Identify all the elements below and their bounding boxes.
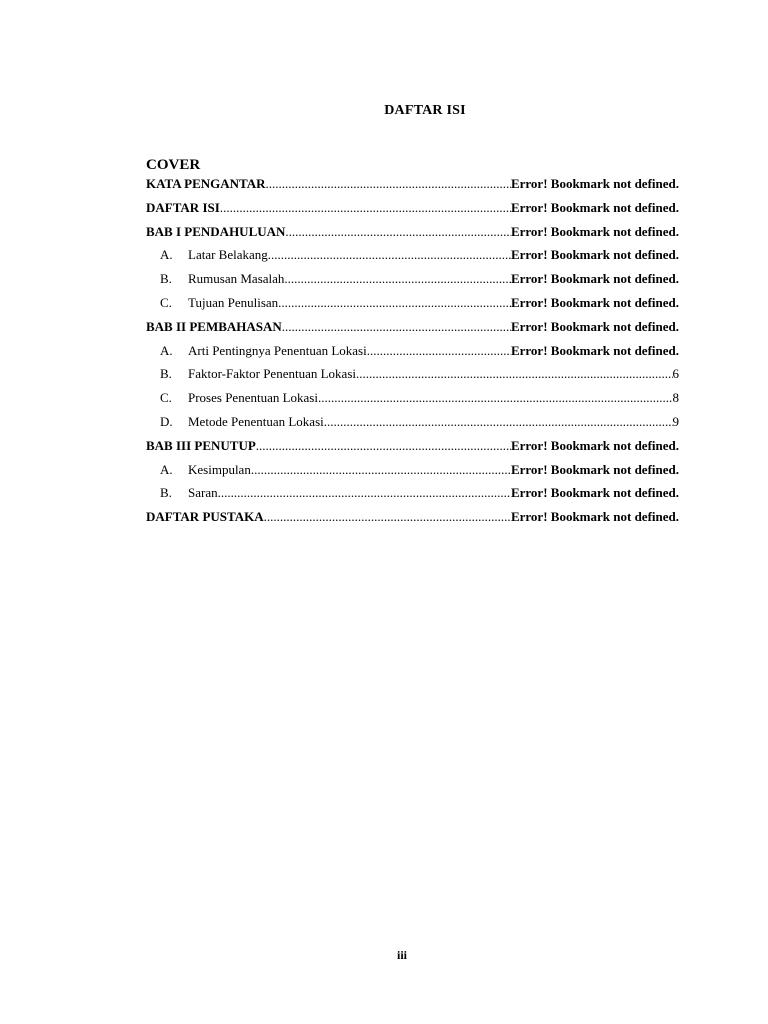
toc-dot-leader: [285, 223, 511, 241]
page-title: DAFTAR ISI: [384, 103, 466, 118]
toc-entry[interactable]: [146, 223, 679, 247]
toc-entry-title: Latar Belakang: [188, 247, 268, 263]
toc-entry-title: Proses Penentuan Lokasi: [188, 390, 318, 406]
toc-entry-letter: B.: [160, 271, 172, 287]
toc-entry-title: Metode Penentuan Lokasi: [188, 413, 324, 429]
cover-heading: COVER: [146, 157, 201, 173]
toc-dot-leader: [324, 413, 673, 431]
toc-entry-page: Error! Bookmark not defined.: [510, 176, 679, 191]
page-number: iii: [396, 948, 407, 962]
toc-entry-title: Arti Pentingnya Penentuan Lokasi: [188, 342, 367, 358]
toc-entry-letter: A.: [160, 247, 173, 263]
toc-entry-page: Error! Bookmark not defined.: [510, 318, 679, 334]
toc-dot-leader: [268, 246, 511, 264]
toc-dot-leader: [256, 437, 511, 455]
toc-entry-page: Error! Bookmark not defined.: [510, 271, 679, 287]
table-of-contents: [146, 175, 679, 532]
toc-dot-leader: [251, 461, 511, 479]
toc-entry-page: Error! Bookmark not defined.: [510, 294, 679, 310]
toc-dot-leader: [266, 175, 511, 193]
toc-entry-letter: C.: [160, 294, 172, 310]
toc-entry[interactable]: [146, 246, 679, 270]
toc-entry[interactable]: [146, 318, 679, 342]
toc-entry-page: Error! Bookmark not defined.: [510, 247, 679, 263]
toc-dot-leader: [278, 294, 511, 312]
toc-entry[interactable]: [146, 365, 679, 389]
toc-entry-title: KATA PENGANTAR: [146, 176, 266, 191]
toc-dot-leader: [367, 342, 511, 360]
toc-dot-leader: [356, 365, 673, 383]
toc-entry-title: Rumusan Masalah: [188, 271, 285, 287]
toc-entry[interactable]: [146, 342, 679, 366]
toc-entry-page: Error! Bookmark not defined.: [510, 437, 679, 453]
toc-entry[interactable]: [146, 389, 679, 413]
toc-entry[interactable]: [146, 294, 679, 318]
toc-entry-page: Error! Bookmark not defined.: [510, 461, 679, 477]
toc-entry-letter: A.: [160, 461, 173, 477]
toc-entry[interactable]: [146, 508, 679, 532]
toc-entry-title: Saran: [188, 485, 218, 501]
toc-entry-title: DAFTAR PUSTAKA: [146, 509, 264, 525]
toc-dot-leader: [282, 318, 511, 336]
toc-entry-page: 9: [672, 413, 679, 429]
toc-entry-letter: B.: [160, 485, 172, 501]
toc-entry-letter: C.: [160, 390, 172, 406]
toc-dot-leader: [218, 484, 511, 502]
toc-entry[interactable]: [146, 413, 679, 437]
toc-entry-title: Tujuan Penulisan: [188, 294, 279, 310]
toc-entry[interactable]: [146, 461, 679, 485]
toc-entry[interactable]: [146, 270, 679, 294]
toc-entry-title: BAB I PENDAHULUAN: [146, 223, 286, 239]
toc-entry-title: BAB II PEMBAHASAN: [146, 318, 282, 334]
toc-dot-leader: [284, 270, 511, 288]
toc-entry[interactable]: [146, 484, 679, 508]
toc-entry[interactable]: [146, 437, 679, 461]
toc-entry-letter: B.: [160, 366, 172, 382]
toc-entry-page: 8: [672, 390, 679, 406]
toc-dot-leader: [264, 508, 511, 526]
toc-entry-page: Error! Bookmark not defined.: [510, 509, 679, 525]
toc-entry-title: Kesimpulan: [188, 461, 251, 477]
toc-entry-title: Faktor-Faktor Penentuan Lokasi: [188, 366, 356, 382]
toc-entry-page: Error! Bookmark not defined.: [510, 485, 679, 501]
toc-entry-page: Error! Bookmark not defined.: [510, 342, 679, 358]
toc-entry-letter: D.: [160, 413, 173, 429]
toc-entry[interactable]: [146, 175, 679, 199]
toc-dot-leader: [318, 389, 673, 407]
toc-entry-title: BAB III PENUTUP: [146, 437, 256, 453]
toc-entry-letter: A.: [160, 342, 173, 358]
toc-entry-page: Error! Bookmark not defined.: [510, 199, 679, 215]
toc-entry[interactable]: [146, 199, 679, 223]
toc-entry-page: 6: [672, 366, 679, 382]
toc-dot-leader: [220, 199, 511, 217]
toc-entry-page: Error! Bookmark not defined.: [510, 223, 679, 239]
toc-entry-title: DAFTAR ISI: [146, 199, 220, 215]
